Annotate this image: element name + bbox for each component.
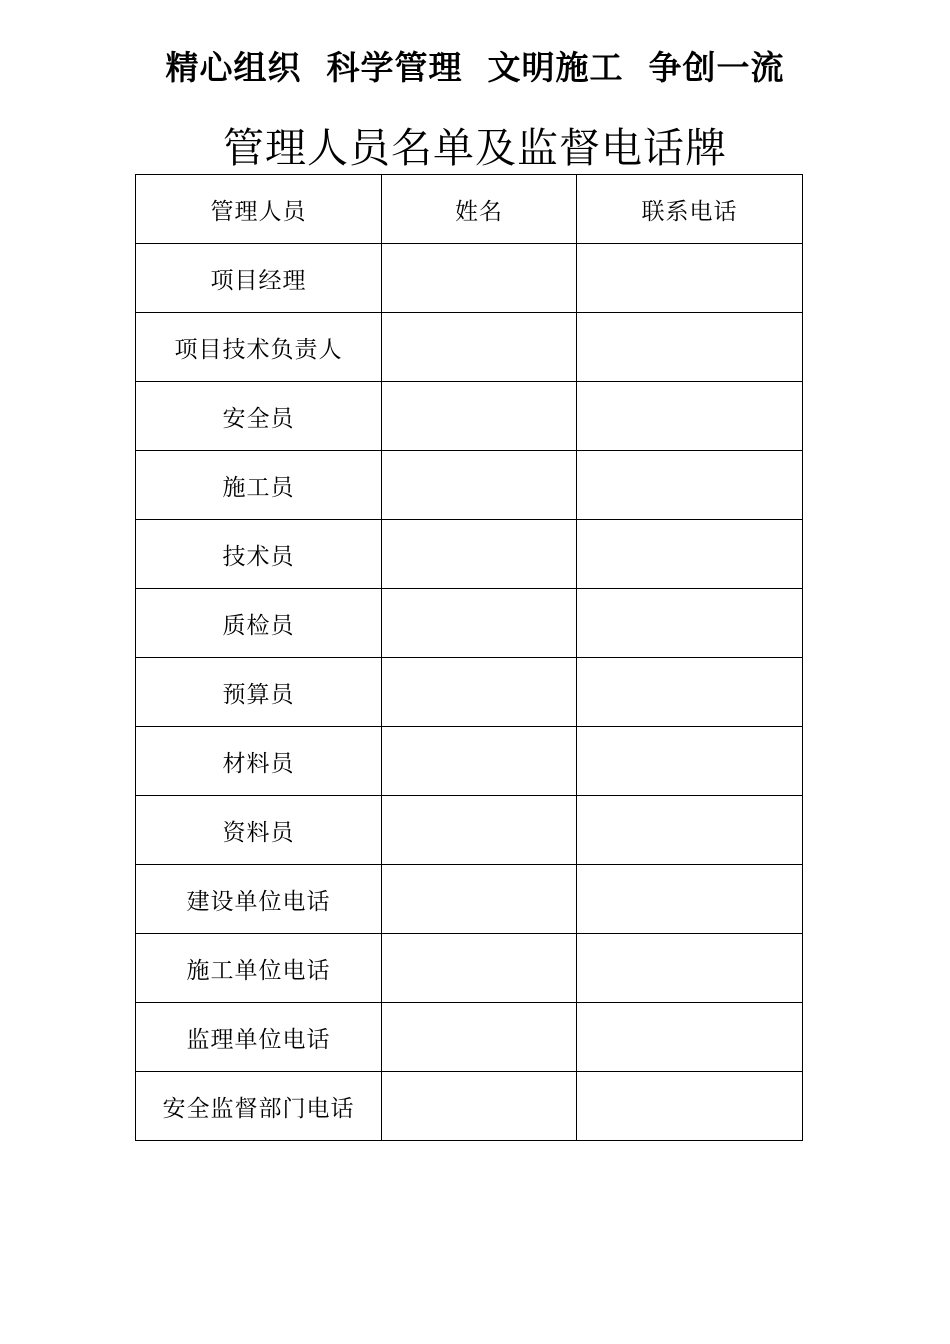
role-cell: 建设单位电话 [136, 865, 382, 934]
name-cell [382, 796, 577, 865]
role-cell: 资料员 [136, 796, 382, 865]
staff-contact-table [135, 174, 803, 1141]
table-row [136, 658, 803, 727]
name-cell [382, 865, 577, 934]
column-header-phone: 联系电话 [577, 175, 803, 244]
name-cell [382, 589, 577, 658]
role-cell: 安全监督部门电话 [136, 1072, 382, 1141]
role-cell: 材料员 [136, 727, 382, 796]
role-cell: 监理单位电话 [136, 1003, 382, 1072]
role-cell: 施工单位电话 [136, 934, 382, 1003]
name-cell [382, 658, 577, 727]
phone-cell [577, 934, 803, 1003]
role-cell: 项目技术负责人 [136, 313, 382, 382]
role-cell: 安全员 [136, 382, 382, 451]
name-cell [382, 520, 577, 589]
column-header-name: 姓名 [382, 175, 577, 244]
phone-cell [577, 313, 803, 382]
role-cell: 预算员 [136, 658, 382, 727]
phone-cell [577, 1003, 803, 1072]
role-cell: 施工员 [136, 451, 382, 520]
table-row [136, 796, 803, 865]
name-cell [382, 1003, 577, 1072]
table-row [136, 865, 803, 934]
name-cell [382, 451, 577, 520]
name-cell [382, 1072, 577, 1141]
phone-cell [577, 727, 803, 796]
table-header-row [136, 175, 803, 244]
phone-cell [577, 658, 803, 727]
name-cell [382, 727, 577, 796]
table-row [136, 520, 803, 589]
role-cell: 项目经理 [136, 244, 382, 313]
name-cell [382, 313, 577, 382]
page-title: 管理人员名单及监督电话牌 [223, 124, 727, 172]
phone-cell [577, 244, 803, 313]
name-cell [382, 382, 577, 451]
table-row [136, 1072, 803, 1141]
phone-cell [577, 382, 803, 451]
table-row [136, 313, 803, 382]
table-row [136, 382, 803, 451]
phone-cell [577, 796, 803, 865]
phone-cell [577, 1072, 803, 1141]
phone-cell [577, 520, 803, 589]
table-row [136, 727, 803, 796]
table-row [136, 244, 803, 313]
name-cell [382, 934, 577, 1003]
table-row [136, 934, 803, 1003]
table-row [136, 589, 803, 658]
table-row [136, 451, 803, 520]
phone-cell [577, 589, 803, 658]
table-row [136, 1003, 803, 1072]
role-cell: 技术员 [136, 520, 382, 589]
slogan-heading: 精心组织 科学管理 文明施工 争创一流 [165, 48, 785, 87]
phone-cell [577, 865, 803, 934]
phone-cell [577, 451, 803, 520]
column-header-role: 管理人员 [136, 175, 382, 244]
role-cell: 质检员 [136, 589, 382, 658]
name-cell [382, 244, 577, 313]
